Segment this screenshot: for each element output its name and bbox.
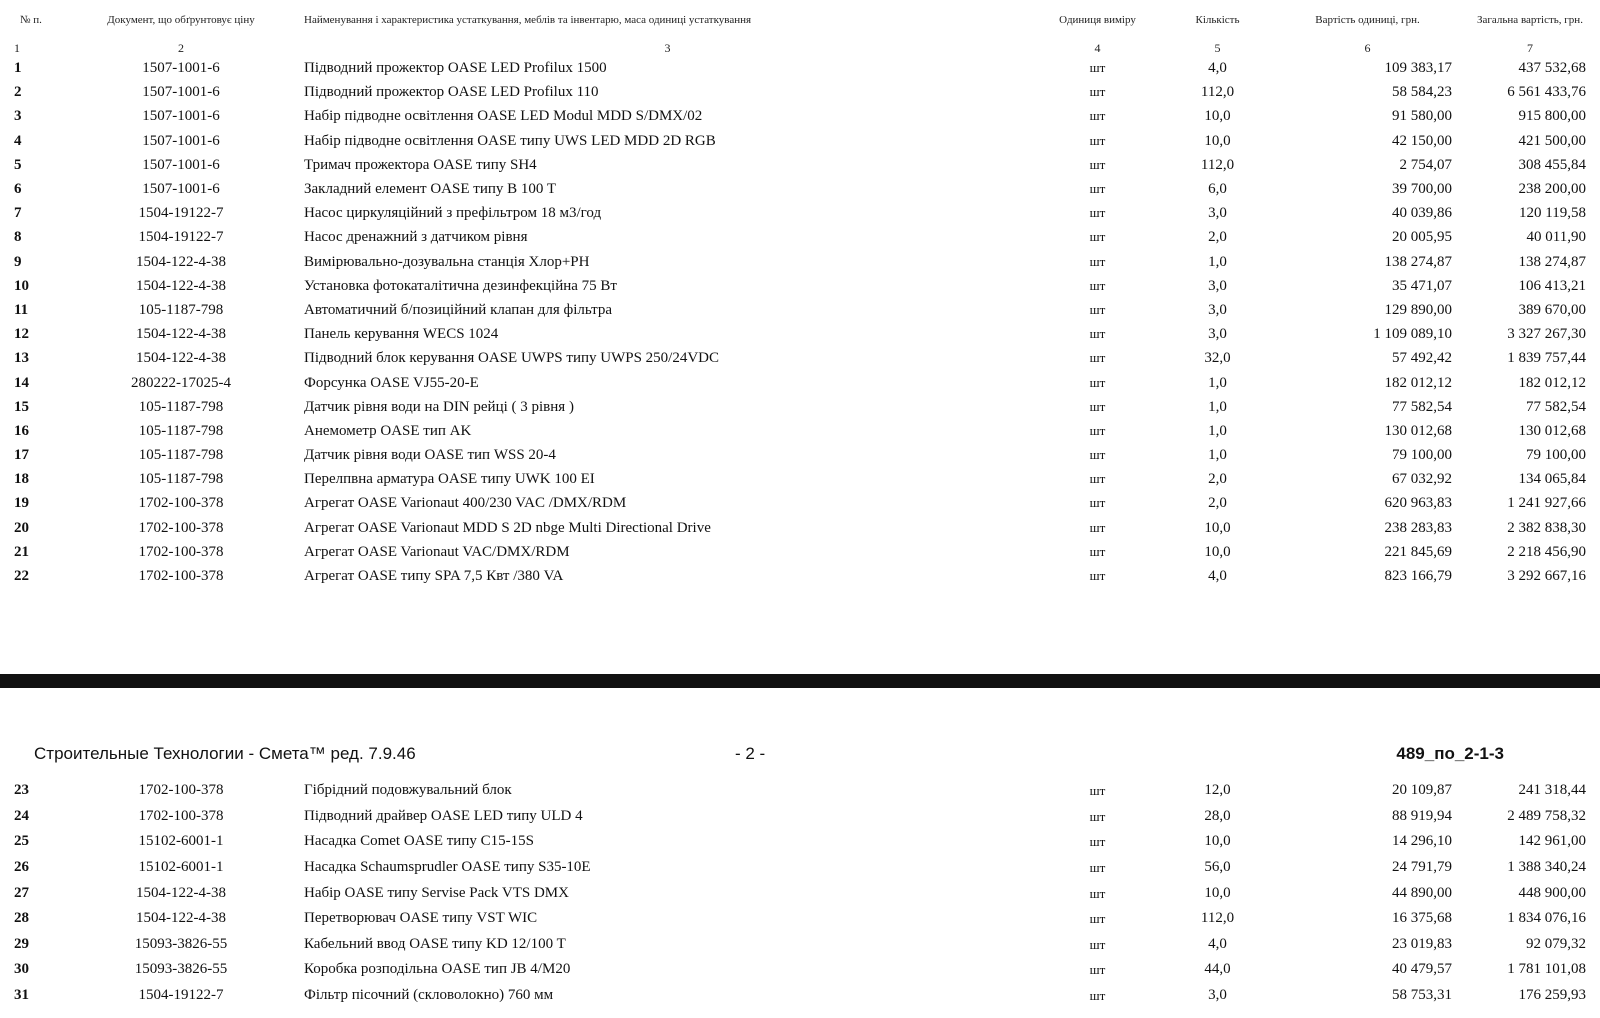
row-number: 16 (14, 422, 29, 439)
row-document: 1507-1001-6 (142, 181, 220, 198)
row-quantity: 10,0 (1204, 108, 1231, 125)
row-quantity: 12,0 (1204, 782, 1231, 799)
row-document: 1507-1001-6 (142, 132, 220, 149)
row-unit-price: 16 375,68 (1392, 910, 1452, 927)
row-unit: шт (1089, 398, 1106, 414)
row-unit: шт (1089, 301, 1106, 317)
table-row (0, 419, 1600, 443)
col-num: 6 (1364, 40, 1371, 55)
table-row (0, 395, 1600, 419)
row-quantity: 10,0 (1204, 884, 1231, 901)
document-code: 489_по_2-1-3 (1396, 744, 1504, 763)
row-total: 77 582,54 (1526, 398, 1586, 415)
row-total: 130 012,68 (1518, 422, 1586, 439)
row-number: 30 (14, 961, 29, 978)
row-quantity: 44,0 (1204, 961, 1231, 978)
row-unit: шт (1089, 808, 1106, 824)
row-name: Насадка Schaumsprudler OASE типу S35-10E (304, 859, 591, 876)
row-total: 1 781 101,08 (1507, 961, 1586, 978)
row-total: 1 388 340,24 (1507, 859, 1586, 876)
row-unit: шт (1089, 936, 1106, 952)
row-unit: шт (1089, 471, 1106, 487)
table-row (0, 56, 1600, 80)
row-quantity: 56,0 (1204, 859, 1231, 876)
table-header-row (0, 0, 1600, 40)
col-num: 1 (14, 40, 20, 55)
row-document: 105-1187-798 (138, 471, 224, 488)
row-number: 15 (14, 398, 29, 415)
table-row (0, 778, 1600, 804)
row-document: 15093-3826-55 (134, 935, 228, 952)
row-total: 106 413,21 (1518, 277, 1586, 294)
row-unit-price: 823 166,79 (1384, 568, 1452, 585)
row-unit: шт (1089, 108, 1106, 124)
row-unit-price: 57 492,42 (1392, 350, 1452, 367)
estimate-page-2 (0, 724, 1600, 1018)
table-row (0, 932, 1600, 958)
row-name: Насадка Comet OASE типу C15-15S (304, 833, 534, 850)
table-row (0, 540, 1600, 564)
row-number: 1 (14, 60, 22, 77)
row-quantity: 32,0 (1204, 350, 1231, 367)
table-row (0, 906, 1600, 932)
table-row (0, 322, 1600, 346)
table-row (0, 201, 1600, 225)
row-name: Анемометр OASE тип AK (304, 422, 472, 439)
row-quantity: 112,0 (1200, 156, 1235, 173)
row-total: 120 119,58 (1519, 205, 1586, 222)
row-document: 1702-100-378 (138, 782, 224, 799)
row-number: 24 (14, 807, 29, 824)
row-number: 22 (14, 568, 29, 585)
row-quantity: 28,0 (1204, 807, 1231, 824)
col-num: 4 (1094, 40, 1101, 55)
row-total: 915 800,00 (1518, 108, 1586, 125)
row-name: Агрегат OASE Varionaut MDD S 2D nbge Multi Directional Drive (304, 519, 711, 536)
row-quantity: 3,0 (1208, 987, 1227, 1004)
row-unit-price: 58 584,23 (1392, 84, 1452, 101)
row-total: 437 532,68 (1518, 60, 1586, 77)
row-document: 1702-100-378 (138, 568, 224, 585)
row-unit: шт (1089, 543, 1106, 559)
row-name: Гібрідний подовжувальний блок (304, 782, 512, 799)
row-document: 1504-122-4-38 (136, 326, 226, 343)
row-unit-price: 58 753,31 (1392, 987, 1452, 1004)
table-row (0, 957, 1600, 983)
row-total: 2 218 456,90 (1507, 543, 1586, 560)
row-document: 1702-100-378 (138, 495, 224, 512)
row-total: 2 489 758,32 (1507, 807, 1586, 824)
row-name: Фільтр пісочний (скловолокно) 760 мм (304, 987, 554, 1004)
row-number: 27 (14, 884, 29, 901)
row-quantity: 3,0 (1208, 205, 1227, 222)
row-total: 389 670,00 (1518, 301, 1586, 318)
row-number: 17 (14, 447, 29, 464)
row-name: Кабельний ввод OASE типу KD 12/100 T (304, 935, 566, 952)
table-row (0, 516, 1600, 540)
row-total: 308 455,84 (1518, 156, 1586, 173)
row-unit: шт (1089, 422, 1106, 438)
row-quantity: 10,0 (1204, 833, 1231, 850)
row-unit-price: 1 109 089,10 (1373, 326, 1452, 343)
row-unit-price: 620 963,83 (1384, 495, 1452, 512)
row-unit: шт (1089, 962, 1106, 978)
row-document: 1504-122-4-38 (136, 350, 226, 367)
row-name: Агрегат OASE типу SPA 7,5 Квт /380 VA (304, 568, 564, 585)
table-row (0, 104, 1600, 128)
row-total: 6 561 433,76 (1507, 84, 1586, 101)
row-name: Вимірювально-дозувальна станція Хлор+PH (304, 253, 590, 270)
row-unit-price: 88 919,94 (1392, 807, 1452, 824)
row-quantity: 4,0 (1208, 568, 1227, 585)
row-number: 25 (14, 833, 29, 850)
row-unit: шт (1089, 229, 1106, 245)
row-total: 40 011,90 (1526, 229, 1586, 246)
row-unit-price: 79 100,00 (1392, 447, 1452, 464)
header-no: № п. (20, 13, 42, 26)
col-num: 2 (178, 40, 184, 55)
row-document: 1507-1001-6 (142, 156, 220, 173)
row-number: 19 (14, 495, 29, 512)
row-unit: шт (1089, 495, 1106, 511)
row-name: Перелпвна арматура OASE типу UWK 100 EI (304, 471, 595, 488)
table-row (0, 225, 1600, 249)
row-name: Коробка розподільна OASE тип JB 4/M20 (304, 961, 571, 978)
row-total: 142 961,00 (1518, 833, 1586, 850)
row-quantity: 4,0 (1208, 935, 1227, 952)
header-unit: Одиниця виміру (1059, 13, 1136, 26)
table-body-page-1 (0, 56, 1600, 588)
table-row (0, 298, 1600, 322)
row-document: 1504-19122-7 (138, 205, 224, 222)
row-unit-price: 42 150,00 (1392, 132, 1452, 149)
row-unit: шт (1089, 988, 1106, 1004)
row-document: 1504-122-4-38 (136, 253, 226, 270)
row-unit-price: 182 012,12 (1384, 374, 1452, 391)
row-unit: шт (1089, 84, 1106, 100)
row-unit: шт (1089, 60, 1106, 76)
row-document: 1504-19122-7 (138, 229, 224, 246)
row-unit-price: 39 700,00 (1392, 181, 1452, 198)
col-num: 3 (664, 40, 671, 55)
row-document: 105-1187-798 (138, 447, 224, 464)
table-row (0, 804, 1600, 830)
row-number: 13 (14, 350, 29, 367)
row-number: 2 (14, 84, 22, 101)
row-document: 1702-100-378 (138, 543, 224, 560)
row-number: 12 (14, 326, 29, 343)
header-qty: Кількість (1195, 13, 1240, 26)
row-unit-price: 138 274,87 (1384, 253, 1452, 270)
row-unit: шт (1089, 205, 1106, 221)
row-unit: шт (1089, 783, 1106, 799)
column-number-row (0, 40, 1600, 56)
row-quantity: 3,0 (1208, 326, 1227, 343)
row-number: 11 (14, 301, 29, 318)
row-quantity: 1,0 (1208, 422, 1227, 439)
row-number: 29 (14, 935, 29, 952)
row-document: 1507-1001-6 (142, 84, 220, 101)
row-unit-price: 40 479,57 (1392, 961, 1452, 978)
row-quantity: 1,0 (1208, 447, 1227, 464)
row-name: Форсунка OASE VJ55-20-E (304, 374, 479, 391)
row-unit: шт (1089, 447, 1106, 463)
row-quantity: 112,0 (1200, 910, 1235, 927)
row-quantity: 10,0 (1204, 543, 1231, 560)
table-row (0, 177, 1600, 201)
row-unit-price: 221 845,69 (1384, 543, 1452, 560)
row-unit-price: 91 580,00 (1392, 108, 1452, 125)
row-unit-price: 24 791,79 (1392, 859, 1452, 876)
row-total: 2 382 838,30 (1507, 519, 1586, 536)
table-body-page-2 (0, 778, 1600, 1008)
row-total: 238 200,00 (1518, 181, 1586, 198)
row-document: 1504-122-4-38 (136, 884, 226, 901)
row-total: 3 292 667,16 (1507, 568, 1586, 585)
table-row (0, 467, 1600, 491)
row-name: Підводний прожектор OASE LED Profilux 110 (304, 84, 599, 101)
table-row (0, 129, 1600, 153)
row-name: Закладний елемент OASE типу B 100 T (304, 181, 557, 198)
row-total: 241 318,44 (1518, 782, 1586, 799)
table-row (0, 153, 1600, 177)
row-unit-price: 67 032,92 (1392, 471, 1452, 488)
row-quantity: 2,0 (1208, 229, 1227, 246)
row-document: 15102-6001-1 (138, 859, 224, 876)
row-name: Автоматичний б/позиційний клапан для фільтра (304, 301, 613, 318)
row-quantity: 112,0 (1200, 84, 1235, 101)
row-quantity: 1,0 (1208, 253, 1227, 270)
header-total: Загальна вартість, грн. (1477, 13, 1583, 26)
row-number: 9 (14, 253, 22, 270)
col-num: 5 (1214, 40, 1221, 55)
row-unit: шт (1089, 326, 1106, 342)
program-name: Строительные Технологии - Смета™ ред. 7.9.46 (34, 744, 416, 763)
table-row (0, 564, 1600, 588)
row-name: Набір OASE типу Servise Pack VTS DMX (304, 884, 569, 901)
row-name: Агрегат OASE Varionaut 400/230 VAC /DMX/RDM (304, 495, 627, 512)
row-unit: шт (1089, 350, 1106, 366)
page-header (0, 724, 1600, 778)
row-unit-price: 23 019,83 (1392, 935, 1452, 952)
row-unit: шт (1089, 911, 1106, 927)
row-number: 26 (14, 859, 29, 876)
row-total: 134 065,84 (1518, 471, 1586, 488)
row-unit: шт (1089, 156, 1106, 172)
row-quantity: 10,0 (1204, 132, 1231, 149)
row-total: 1 834 076,16 (1507, 910, 1586, 927)
col-num: 7 (1527, 40, 1533, 55)
table-row (0, 855, 1600, 881)
page-break-bar (0, 674, 1600, 688)
row-unit: шт (1089, 181, 1106, 197)
row-total: 1 839 757,44 (1507, 350, 1586, 367)
row-document: 105-1187-798 (138, 301, 224, 318)
row-document: 15102-6001-1 (138, 833, 224, 850)
header-name: Найменування і характеристика устаткування, меблів та інвентарю, маса одиниці устаткування (304, 13, 752, 26)
table-row (0, 491, 1600, 515)
row-total: 421 500,00 (1518, 132, 1586, 149)
row-name: Підводний прожектор OASE LED Profilux 1500 (304, 60, 607, 77)
table-row (0, 80, 1600, 104)
row-unit-price: 44 890,00 (1392, 884, 1452, 901)
row-unit: шт (1089, 568, 1106, 584)
row-unit-price: 35 471,07 (1392, 277, 1452, 294)
row-number: 8 (14, 229, 22, 246)
row-quantity: 4,0 (1208, 60, 1227, 77)
row-quantity: 10,0 (1204, 519, 1231, 536)
row-quantity: 2,0 (1208, 495, 1227, 512)
row-total: 138 274,87 (1518, 253, 1586, 270)
row-unit-price: 2 754,07 (1399, 156, 1452, 173)
row-name: Датчик рівня води на DIN рейці ( 3 рівня ) (304, 398, 574, 415)
row-name: Насос циркуляційний з префільтром 18 м3/год (304, 205, 602, 222)
row-name: Підводний драйвер OASE LED типу ULD 4 (304, 807, 583, 824)
row-total: 3 327 267,30 (1507, 326, 1586, 343)
row-number: 21 (14, 543, 29, 560)
table-row (0, 250, 1600, 274)
row-total: 448 900,00 (1518, 884, 1586, 901)
row-name: Установка фотокаталітична дезинфекційна 75 Вт (304, 277, 617, 294)
row-document: 1504-122-4-38 (136, 910, 226, 927)
equipment-table-page-2 (0, 778, 1600, 1008)
row-document: 1507-1001-6 (142, 60, 220, 77)
row-document: 105-1187-798 (138, 422, 224, 439)
row-number: 14 (14, 374, 29, 391)
row-name: Насос дренажний з датчиком рівня (304, 229, 528, 246)
row-name: Датчик рівня води OASE тип WSS 20-4 (304, 447, 556, 464)
table-row (0, 443, 1600, 467)
row-name: Агрегат OASE Varionaut VAC/DMX/RDM (304, 543, 570, 560)
row-unit-price: 238 283,83 (1384, 519, 1452, 536)
row-number: 31 (14, 987, 29, 1004)
row-unit: шт (1089, 834, 1106, 850)
row-unit: шт (1089, 885, 1106, 901)
row-number: 6 (14, 181, 22, 198)
row-document: 280222-17025-4 (131, 374, 231, 391)
row-unit-price: 77 582,54 (1392, 398, 1452, 415)
row-document: 1504-19122-7 (138, 987, 224, 1004)
table-row (0, 370, 1600, 394)
row-unit-price: 40 039,86 (1392, 205, 1452, 222)
row-unit: шт (1089, 860, 1106, 876)
table-row (0, 274, 1600, 298)
row-unit-price: 14 296,10 (1392, 833, 1452, 850)
row-total: 79 100,00 (1526, 447, 1586, 464)
row-quantity: 6,0 (1208, 181, 1227, 198)
row-unit: шт (1089, 132, 1106, 148)
row-unit: шт (1089, 253, 1106, 269)
row-name: Панель керування WECS 1024 (304, 326, 499, 343)
row-number: 18 (14, 471, 29, 488)
header-price: Вартість одиниці, грн. (1315, 13, 1420, 26)
row-document: 1702-100-378 (138, 519, 224, 536)
row-quantity: 3,0 (1208, 277, 1227, 294)
page-number: - 2 - (735, 744, 766, 763)
page-separator (0, 660, 1600, 724)
row-document: 105-1187-798 (138, 398, 224, 415)
row-total: 176 259,93 (1518, 987, 1586, 1004)
table-row (0, 880, 1600, 906)
row-name: Набір підводне освітлення OASE LED Modul MDD S/DMX/02 (304, 108, 703, 125)
row-quantity: 2,0 (1208, 471, 1227, 488)
row-total: 182 012,12 (1518, 374, 1586, 391)
row-unit: шт (1089, 277, 1106, 293)
row-name: Тримач прожектора OASE типу SH4 (304, 156, 537, 173)
row-number: 3 (14, 108, 22, 125)
row-number: 4 (14, 132, 22, 149)
row-number: 23 (14, 782, 29, 799)
row-quantity: 3,0 (1208, 301, 1227, 318)
row-quantity: 1,0 (1208, 374, 1227, 391)
row-unit-price: 109 383,17 (1384, 60, 1452, 77)
row-document: 1504-122-4-38 (136, 277, 226, 294)
row-total: 1 241 927,66 (1507, 495, 1586, 512)
row-number: 28 (14, 910, 29, 927)
row-name: Підводний блок керування OASE UWPS типу UWPS 250/24VDC (304, 350, 720, 367)
row-number: 20 (14, 519, 29, 536)
row-number: 10 (14, 277, 29, 294)
table-row (0, 983, 1600, 1009)
row-unit-price: 130 012,68 (1384, 422, 1452, 439)
row-name: Перетворювач OASE типу VST WIC (304, 910, 538, 927)
row-quantity: 1,0 (1208, 398, 1227, 415)
row-unit: шт (1089, 519, 1106, 535)
row-number: 7 (14, 205, 22, 222)
row-document: 1702-100-378 (138, 807, 224, 824)
row-unit: шт (1089, 374, 1106, 390)
row-unit-price: 20 109,87 (1392, 782, 1452, 799)
row-document: 15093-3826-55 (134, 961, 228, 978)
row-unit-price: 129 890,00 (1384, 301, 1452, 318)
row-name: Набір підводне освітлення OASE типу UWS LED MDD 2D RGB (304, 132, 716, 149)
table-row (0, 346, 1600, 370)
header-doc: Документ, що обґрунтовує ціну (107, 13, 255, 26)
row-document: 1507-1001-6 (142, 108, 220, 125)
row-total: 92 079,32 (1526, 935, 1586, 952)
table-row (0, 829, 1600, 855)
row-unit-price: 20 005,95 (1392, 229, 1452, 246)
row-number: 5 (14, 156, 22, 173)
